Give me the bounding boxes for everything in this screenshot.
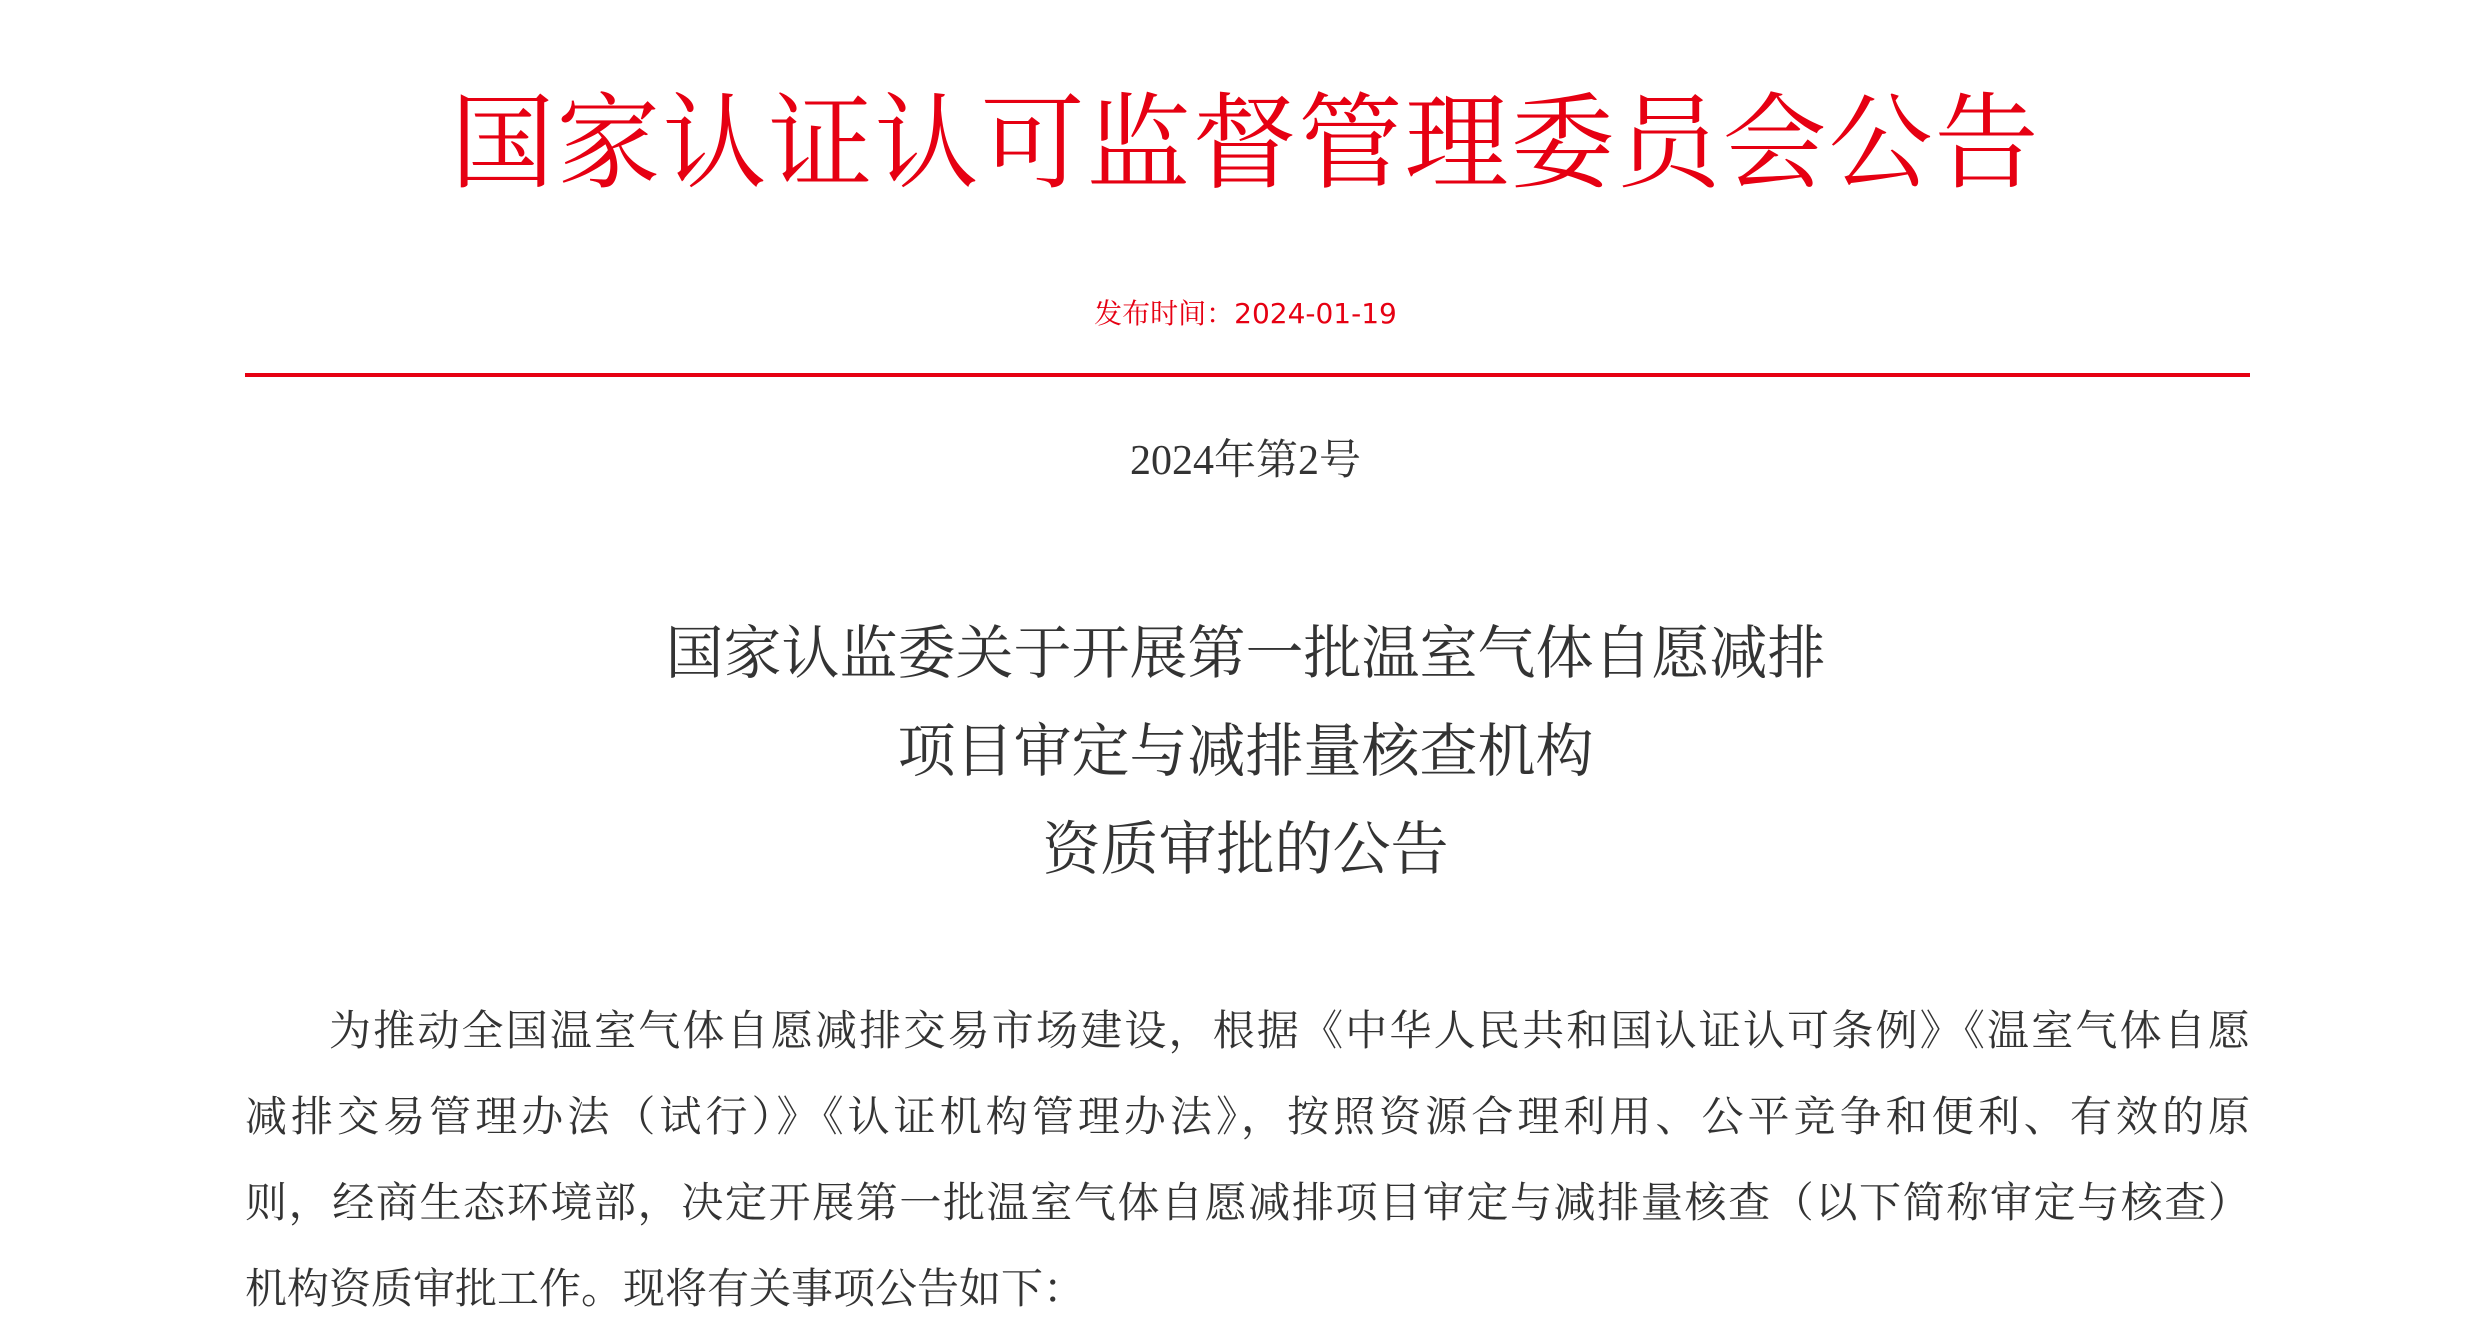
- publish-time: 发布时间：2024-01-19: [1094, 297, 1397, 330]
- body-line: 为推动全国温室气体自愿减排交易市场建设，根据《中华人民共和国认证认可条例》《温室气体自愿: [329, 1006, 2250, 1055]
- body-line: 减排交易管理办法（试行）》《认证机构管理办法》，按照资源合理利用、公平竞争和便利、有效的原: [245, 1092, 2250, 1141]
- body-line: 则，经商生态环境部，决定开展第一批温室气体自愿减排项目审定与减排量核查（以下简称审定与核查）: [245, 1178, 2250, 1227]
- document-title-line: 资质审批的公告: [1042, 815, 1449, 883]
- document-title-line: 国家认监委关于开展第一批温室气体自愿减排: [665, 619, 1826, 687]
- header-divider: [245, 373, 2250, 377]
- document-title: [0, 604, 2491, 898]
- document-number: 2024年第2号: [1129, 438, 1361, 484]
- body-line: 机构资质审批工作。现将有关事项公告如下：: [245, 1264, 1086, 1313]
- document-body-paragraph: [245, 988, 2250, 1332]
- document-title-line: 项目审定与减排量核查机构: [897, 717, 1594, 785]
- page-title: 国家认证认可监督管理委员会公告: [450, 82, 2041, 204]
